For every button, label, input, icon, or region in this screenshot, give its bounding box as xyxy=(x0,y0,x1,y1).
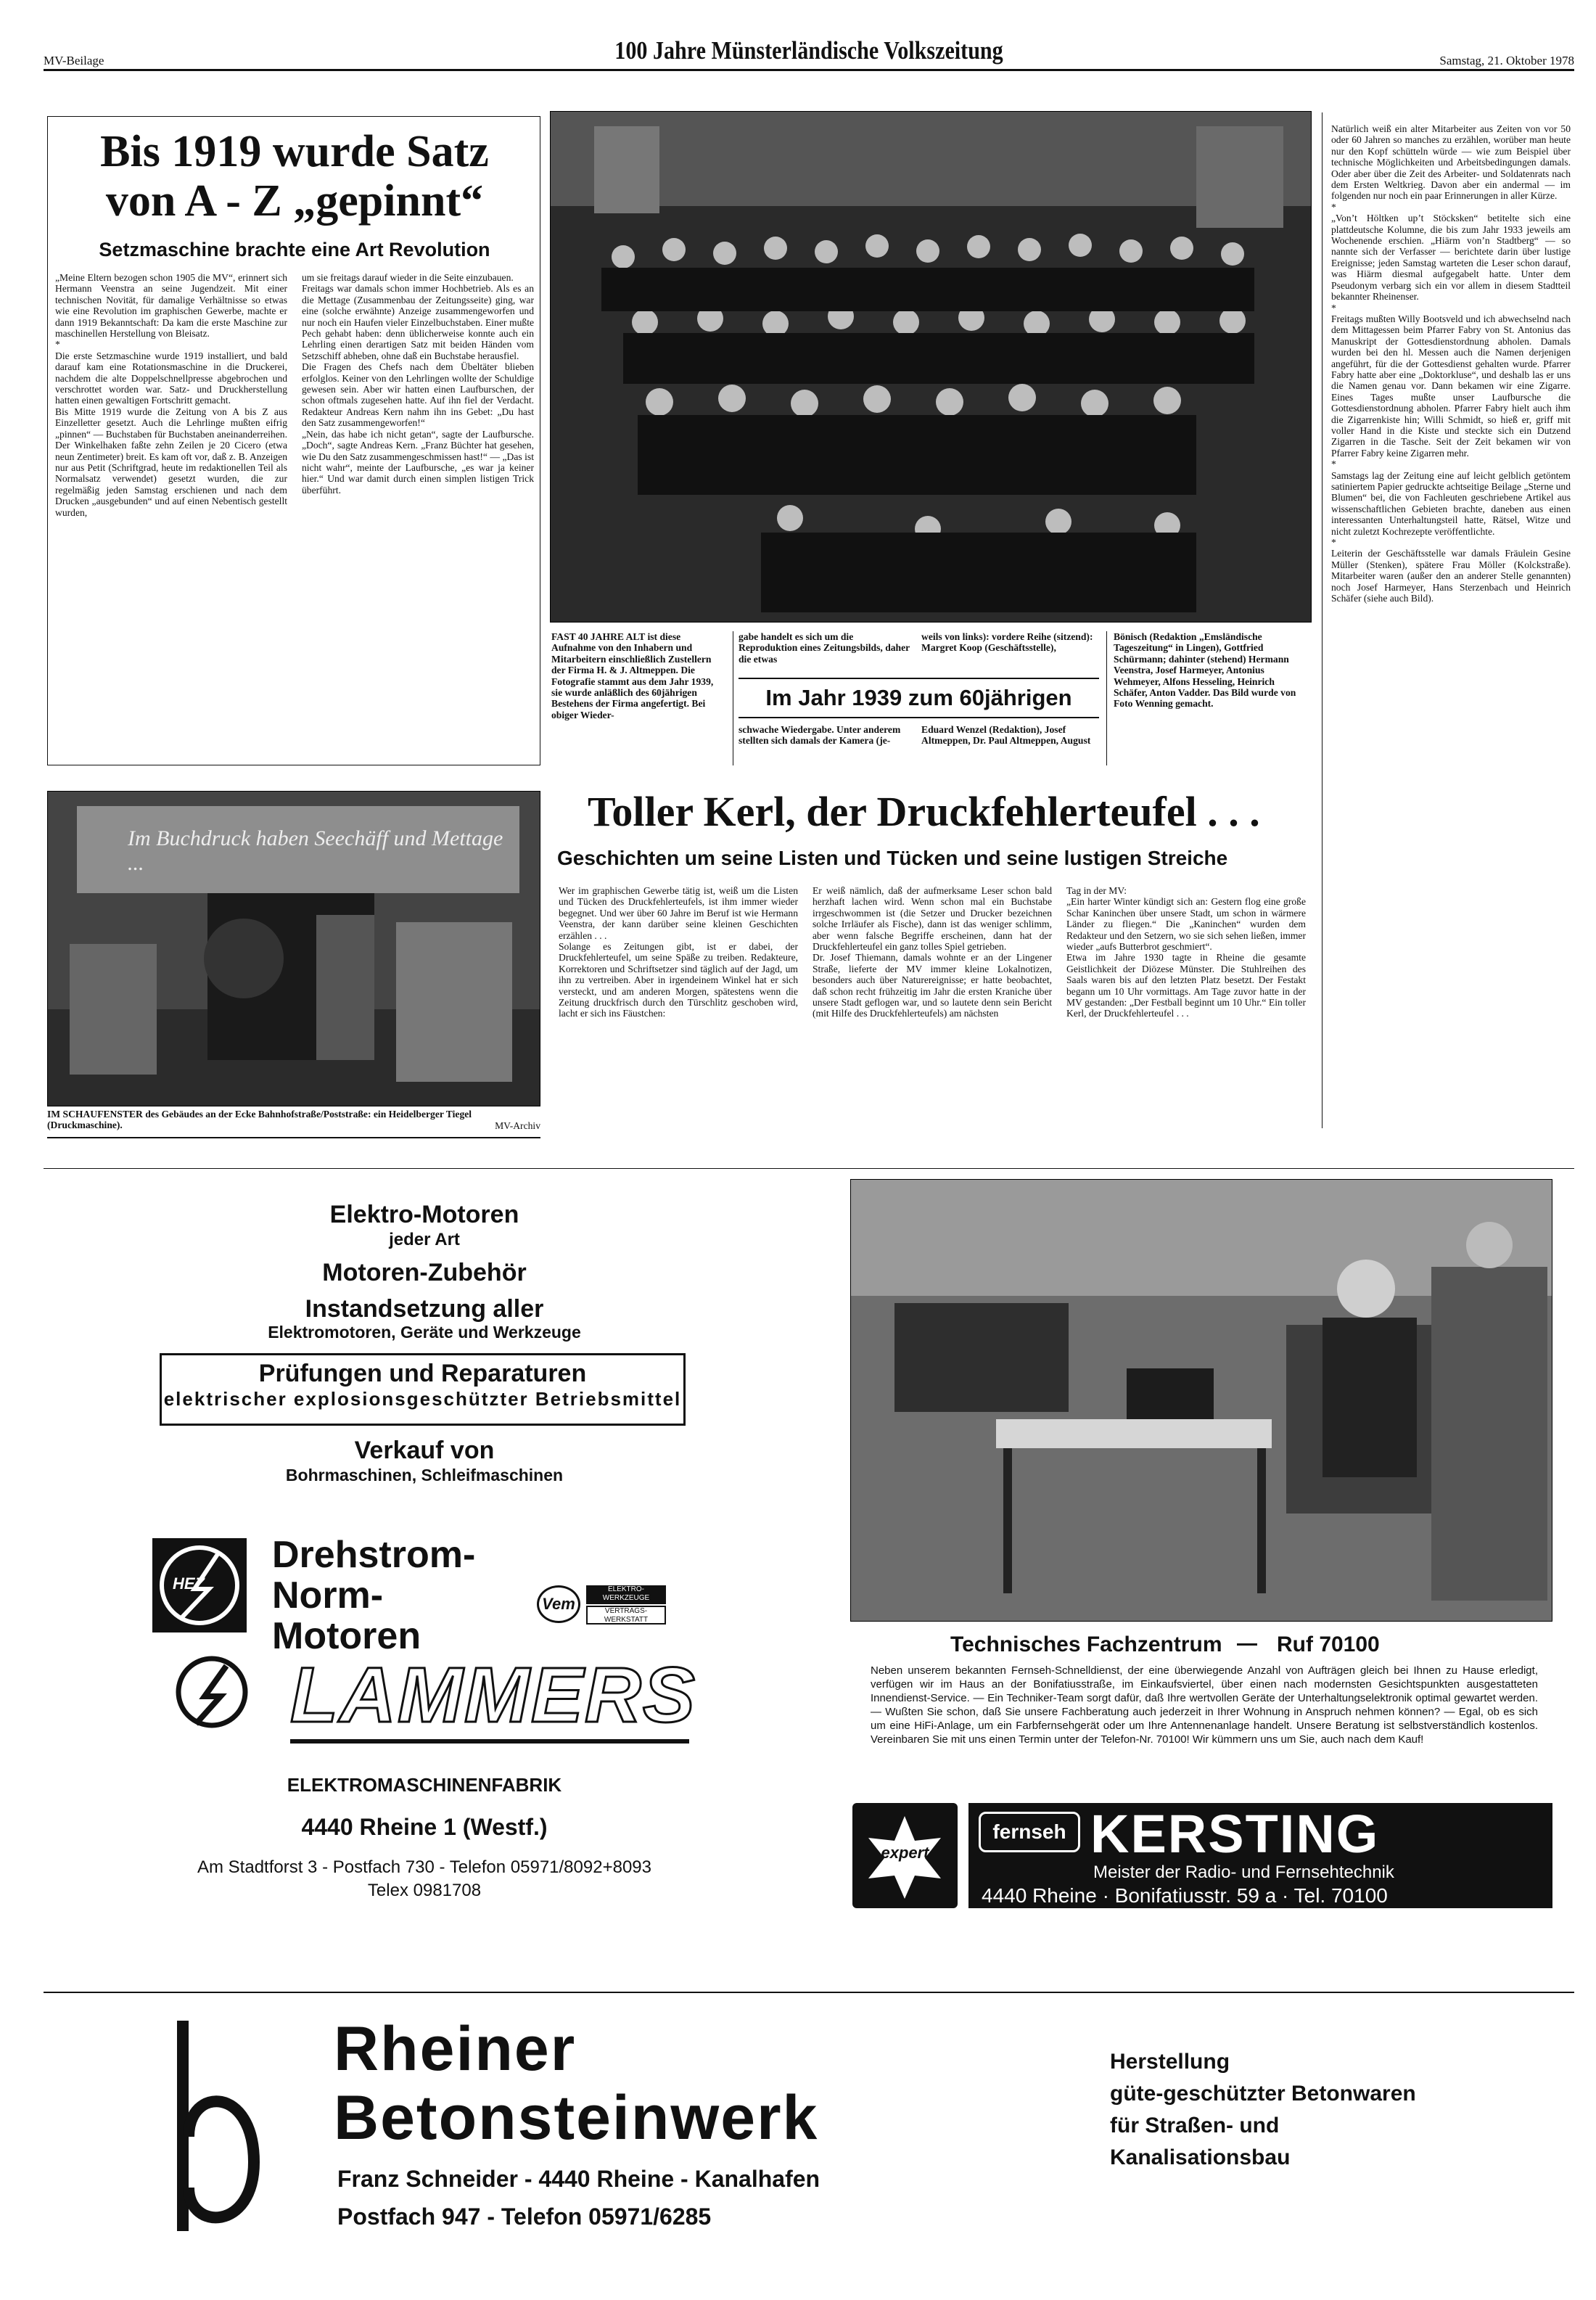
group-photo-caption xyxy=(551,631,1309,769)
ads-rule xyxy=(44,1168,1574,1169)
shop-rule xyxy=(47,1137,540,1138)
fernseh-logo: fernseh xyxy=(979,1812,1080,1852)
caption-column-1: FAST 40 JAHRE ALT ist diese Aufnahme von den Inhabern und Mitarbeitern einschließlich Zustellern der Firma H. & J. Altmeppen. Die Fotografie stammt aus dem Jahr 1939, sie wurde anläßlich des 60jährigen Bestehens der Firma angefertigt. Bei obiger Wieder- xyxy=(551,631,714,720)
group-photo-figures xyxy=(551,112,1312,623)
beton-name-2: Betonsteinwerk xyxy=(334,2083,819,2153)
ad-line-3: Motoren-Zubehör xyxy=(322,1259,527,1286)
ad-line-7: Bohrmaschinen, Schleifmaschinen xyxy=(285,1466,564,1484)
section-label: MV-Beilage xyxy=(44,54,104,67)
vem-badge-1: ELEKTRO- WERKZEUGE xyxy=(586,1585,666,1604)
article-column-1: „Meine Eltern bezogen schon 1905 die MV“, erinnert sich Hermann Veenstra an seine Jugendzeit. Mit einer technischen Novität, für damalige Verhältnisse so etwas wie eine Revolution im graphischen Gewerbe, machte er dann 1919 Bekanntschaft: Da kam die erste Maschine zur maschinellen Herstellung von Bleisatz. * Die erste Setzmaschine wurde 1919 installiert, und bald darauf kam eine Rotationsmaschine in die Druckerei, nachdem die alte Doppelschnellpresse abgebrochen und verschrottet worden war. Satz- und Druckherstellung hatten einen gewaltigen Fortschritt gemacht. Bis Mitte 1919 wurde die Zeitung von A bis Z aus Einzelletter gesetzt. Auch die Lehrlinge mußten eifrig „pinnen“ — Buchstaben für Buchstaben aneinanderreihen. Der Winkelhaken faßte zehn Zeilen je 20 Cicero (etwa neun Zentimeter) breit. Es kam oft vor, daß z. B. Anzeigen nur aus Petit (Schriftgrad, heute im redaktionellen Teil als Normalsatz verwendet) gesetzt wurden, die zur regelmäßig jeden Samstag erschienen und nach dem Drucken „ausgebunden“ und auf einen Nebentisch gestellt wurden, xyxy=(55,272,287,518)
lammers-underline xyxy=(290,1739,689,1744)
expert-logo-text: expert xyxy=(881,1844,929,1862)
shop-photo-caption xyxy=(47,1109,540,1138)
beton-address-2: Postfach 947 - Telefon 05971/6285 xyxy=(337,2204,712,2230)
header-rule xyxy=(44,69,1574,71)
vem-logo-text: Vem xyxy=(542,1595,575,1613)
hez-logo xyxy=(152,1538,247,1632)
ad-line-1: Elektro-Motoren xyxy=(329,1201,519,1228)
workshop-scene xyxy=(851,1180,1552,1622)
article2-column-1: Wer im graphischen Gewerbe tätig ist, weiß um die Listen und Tücken des Druckfehlerteufels, ist ihm immer wieder begegnet. Und wer über 60 Jahre im Beruf ist wie Hermann Veenstra, der kann darüber seine kleinen Geschichten erzählen . . . Solange es Zeitungen gibt, ist er dabei, der Druckfehlerteufel, um seine Späße zu treiben. Redakteure, Korrektoren und Schriftsetzer sind täglich auf der Jagd, um ihn zu vertreiben. Aber in irgendeinem Winkel hat er sich versteckt, und am anderen Morgen, spätestens wenn die Zeitung druckfrisch durch den Türschlitz geschoben wird, lacht er sich ins Fäustchen: xyxy=(559,885,798,1019)
workshop-photo xyxy=(850,1179,1552,1622)
drehstrom-text: Drehstrom- Norm- Motoren xyxy=(272,1534,476,1657)
caption-column-2b: schwache Wiedergabe. Unter anderem stellten sich damals der Kamera (je- xyxy=(739,724,901,747)
shop-photo-credit: MV-Archiv xyxy=(495,1120,540,1131)
kersting-dash xyxy=(1237,1643,1257,1646)
ad-line-2: jeder Art xyxy=(389,1230,460,1249)
article-headline: Bis 1919 wurde Satz von A - Z „gepinnt“ xyxy=(100,127,489,226)
page-header xyxy=(44,36,1574,73)
sidebar-anecdotes: Natürlich weiß ein alter Mitarbeiter aus Zeiten von vor 50 oder 60 Jahren so manches zu erzählen, worüber man heute nur den Kopf schütteln würde — wie zum Beispiel über technische Möglichkeiten und Arbeitsbedingungen damals. Oder aber über die Zeit des Arbeiter- und Soldatenrats nach dem Ersten Weltkrieg. Davon aber ein andermal — im folgenden nur noch ein paar Erinnerungen in aller Kürze. * „Von’t Höltken up’t Stöcksken“ betitelte sich eine plattdeutsche Kolumne, die bis zum Jahr 1933 jeweils am Wochenende erschien. „Hiärm von’n Stadtberg“ — so nannte sich der Verfasser — berichtete darin über lustige Ereignisse; jeden Samstag warteten die Leser schon darauf, was Hiärm diesmal aufgegabelt hatte. Unter dem Pseudonym verbarg sich ein vor allem in diesem Stadtteil bekannter Rheinenser. * Freitags mußten Willy Bootsveld und ich abwechselnd nach dem Mittagessen beim Pfarrer Fabry von St. Antonius das Manuskript der Gottesdienstordnung abholen. Damals wurden bei den hl. Messen auch die Namen derjenigen angeführt, für die der Gottesdienst gehalten wurde. Pfarrer Fabry hatte aber eine „Doktorkluse“, und deshalb las er uns die Namen genau vor. Dann bekamen wir eine Zigarre. Eines Tages mußte unser Laufbursche die Gottesdienstordnung abholen. Pfarrer Fabry hielt auch ihm die Zigarrenkiste hin; Willi Schmidt, so hieß er, griff mit voller Hand in die Kiste und steckte sich ein Dutzend Zigarren in die Tasche. Seit der Zeit bekamen wir von Pfarrer Fabry keine Zigarren mehr. * Samstags lag der Zeitung eine auf leicht gelblich getöntem satiniertem Papier gedruckte achtseitige Beilage „Sterne und Blumen“ bei, die von Fachleuten geschriebene Artikel aus wissenschaftlichen Gebieten brachte, daneben aus einen interessanten Unterhaltungsteil hatte, Rätsel, Witze und nicht zuletzt Kochrezepte veröffentlichte. * Leiterin der Geschäftsstelle war damals Fräulein Gesine Müller (Stenken), spätere Frau Möller (Kolckstraße). Mitarbeiter waren (außer den an anderer Stelle genannten) noch Josef Harmeyer, Hans Sterzenbach und Heinrich Schäfer (siehe auch Bild). xyxy=(1331,123,1571,604)
issue-date: Samstag, 21. Oktober 1978 xyxy=(1439,54,1574,67)
article2-column-3: Tag in der MV: „Ein harter Winter kündigt sich an: Gestern flog eine große Schar Kaninchen über unsere Stadt, um schon in wärmere Länder zu fliegen.“ Die „Kaninchen“ wurden dem Redakteur und den Setzern, wo sie sich sehen ließen, immer wieder „aufs Butterbrot geschmiert“. Etwa im Jahre 1930 tagte in Rheine die gesamte Geistlichkeit der Diözese Münster. Die Stuhlreihen des Saals waren bis auf den letzten Platz besetzt. Der Festakt begann um 10 Uhr vormittags. Am Tage zuvor hatte in der MV gestanden: „Der Festball beginnt um 10 Uhr.“ Ein toller Kerl, der Druckfehlerteufel . . . xyxy=(1066,885,1306,1019)
beton-address-1: Franz Schneider - 4440 Rheine - Kanalhafen xyxy=(337,2166,820,2192)
caption-divider-2 xyxy=(1106,631,1107,765)
bottom-ad-rule xyxy=(44,1992,1574,1993)
article-column-2: um sie freitags darauf wieder in die Seite einzubauen. Freitags war damals schon immer Hochbetrieb. Als es an die Mettage (Zusammenbau der Zeitungsseite) ging, war eine (solche erwähnte) Anzeige zusammengeworfen und nur noch ein Haufen vieler Einzelbuchstaben. Einer mußte Pech gehabt haben: denn üblicherweise konnte auch ein Lehrling einen derartigen Satz mit beiden Händen vom Setzschiff abheben, ohne daß ein Buchstabe herausfiel. Die Fragen des Chefs nach dem Übeltäter blieben erfolglos. Keiner von den Lehrlingen wollte der Schuldige gewesen sein. Aber wir hatten einen Laufburschen, der schon oftmals zugesehen hatte. Auf ihn fiel der Verdacht. Redakteur Andreas Kern nahm ihn ins Gebet: „Du hast den Satz zusammengeworfen!“ „Nein, das habe ich nicht getan“, sagte der Laufbursche. „Doch“, sagte Andreas Kern. „Franz Büchter hat gesehen, wie Du den Satz zusammengeschmissen hast!“ — „Das ist nicht wahr“, meinte der Laufbursche, „es war ja keiner hier.“ Und war damit durch einen simplen listigen Trick überführt. xyxy=(302,272,534,496)
article-druckfehlerteufel xyxy=(551,787,1313,1139)
kersting-address: 4440 Rheine · Bonifatiusstr. 59 a · Tel. 70100 xyxy=(982,1884,1388,1907)
caption-column-3b: Eduard Wenzel (Redaktion), Josef Altmeppen, Dr. Paul Altmeppen, August xyxy=(921,724,1091,747)
sidebar-divider xyxy=(1322,112,1323,1128)
ad-line-6: Verkauf von xyxy=(354,1437,495,1464)
group-photo-1939 xyxy=(550,111,1312,623)
shop-caption-text xyxy=(47,1109,540,1131)
shop-window-photo xyxy=(47,791,540,1106)
kersting-title-right: Ruf 70100 xyxy=(1277,1632,1380,1656)
kersting-tagline: Meister der Radio- und Fernsehtechnik xyxy=(1093,1862,1394,1882)
beton-logo-icon xyxy=(174,2021,261,2238)
ad-box-line-2: elektrischer explosionsgeschützter Betriebsmittel xyxy=(163,1388,682,1410)
caption-column-2a: gabe handelt es sich um die Reproduktion eines Zeitungsbilds, daher die etwas xyxy=(739,631,910,665)
lammers-logo: LAMMERS xyxy=(290,1651,696,1738)
ad-kersting xyxy=(842,1179,1567,1941)
article2-subhead: Geschichten um seine Listen und Tücken und seine lustigen Streiche xyxy=(557,847,1228,869)
ad-lammers xyxy=(51,1179,798,1941)
shop-caption: IM SCHAUFENSTER des Gebäudes an der Ecke Bahnhofstraße/Poststraße: ein Heidelberger Tiegel (Druckmaschine). xyxy=(47,1109,472,1131)
article-setzmaschine xyxy=(47,116,540,765)
beton-services-4: Kanalisationsbau xyxy=(1110,2145,1291,2169)
vem-badge-2: VERTRAGS- WERKSTATT xyxy=(586,1606,666,1625)
lammers-emblem-icon xyxy=(174,1654,250,1730)
ad-city: 4440 Rheine 1 (Westf.) xyxy=(301,1814,548,1840)
beton-services-1: Herstellung xyxy=(1110,2050,1230,2074)
ad-telex: Telex 0981708 xyxy=(367,1881,482,1900)
article-subhead: Setzmaschine brachte eine Art Revolution xyxy=(99,239,490,260)
vem-logo xyxy=(537,1585,580,1623)
kersting-name: KERSTING xyxy=(1090,1804,1380,1864)
caption-column-4: Bönisch (Redaktion „Emsländische Tageszeitung“ in Lingen), Gottfried Schürmann; dahinter (stehend) Hermann Veenstra, Josef Harmeyer, Antonius Wehmeyer, Alfons Hesseling, Heinrich Schäfer, Anton Vadder. Das Bild wurde von Foto Wenning gemacht. xyxy=(1114,631,1296,710)
beton-services-3: für Straßen- und xyxy=(1110,2114,1280,2137)
ad-fabrik: ELEKTROMASCHINENFABRIK xyxy=(287,1774,562,1796)
ad-box-line-1: Prüfungen und Reparaturen xyxy=(258,1360,587,1387)
beton-name-1: Rheiner xyxy=(334,2014,577,2084)
beton-services-2: güte-geschützter Betonwaren xyxy=(1110,2082,1416,2106)
ad-service-box xyxy=(160,1353,686,1426)
shop-window-sign: Im Buchdruck haben Seechäff und Mettage ... xyxy=(128,826,503,875)
article2-column-2: Er weiß nämlich, daß der aufmerksame Leser schon bald herzhaft lachen wird. Wenn schon mal ein Buchstabe irrgeschwommen ist (die Setzer und Drucker bezeichnen solche Irrläufer als Fische), dann ist das weniger schlimm, aber wenn falsche Begriffe erscheinen, dann hat der Druckfehlerteufel ein ganz tolles Spiel getrieben. Dr. Josef Thiemann, damals wohnte er an der Lingener Straße, lieferte der MV immer kleine Lokalnotizen, besonders auch über Naturereignisse; er hatte beobachtet, daß schon recht frühzeitig im Jahr die ersten Kraniche über unsere Stadt geflogen war, und so lautete denn sein Bericht (mit Hilfe des Druckfehlerteufels) am nächsten xyxy=(813,885,1052,1019)
expert-logo xyxy=(852,1803,958,1908)
hez-logo-text: HEZ xyxy=(173,1574,205,1593)
kersting-body: Neben unserem bekannten Fernseh-Schnelldienst, der eine überwiegende Anzahl von Aufträgen gleich bei Ihnen zu Hause erledigt, verfügen wir im Haus an der Bonifatiusstraße, im Einkaufsviertel, über einen nach modernsten Gesichtspunkten ausgestatteten Innendienst-Service. — Ein Techniker-Team sorgt dafür, daß Ihre wertvollen Geräte der Unterhaltungselektronik optimal gewartet werden. — Wußten Sie schon, daß Sie unsere Fachberatung auch jederzeit in Ihrer Wohnung in Anspruch nehmen können? — Egal, ob es sich um eine HiFi-Anlage, um ein Farbfernsehgerät oder um Ihre Antennenanlage handelt. Unsere Beratung ist selbstverständlich kostenlos. Vereinbaren Sie mit uns einen Termin unter der Telefon-Nr. 70100! Wir kümmern uns um Sie, auch nach dem Kauf! xyxy=(871,1664,1538,1746)
ad-betonsteinwerk xyxy=(174,2013,1552,2260)
kersting-title-left: Technisches Fachzentrum xyxy=(950,1632,1222,1656)
newspaper-title: 100 Jahre Münsterländische Volkszeitung xyxy=(614,36,1003,65)
ad-line-5: Elektromotoren, Geräte und Werkzeuge xyxy=(268,1323,581,1342)
ad-address: Am Stadtforst 3 - Postfach 730 - Telefon 05971/8092+8093 xyxy=(197,1857,651,1877)
kersting-banner xyxy=(968,1803,1552,1908)
caption-banner: Im Jahr 1939 zum 60jährigen xyxy=(739,678,1099,718)
ad-line-4: Instandsetzung aller xyxy=(305,1295,544,1323)
article2-headline: Toller Kerl, der Druckfehlerteufel . . . xyxy=(588,788,1260,835)
caption-column-3a: weils von links): vordere Reihe (sitzend): Margret Koop (Geschäftsstelle), xyxy=(921,631,1093,654)
